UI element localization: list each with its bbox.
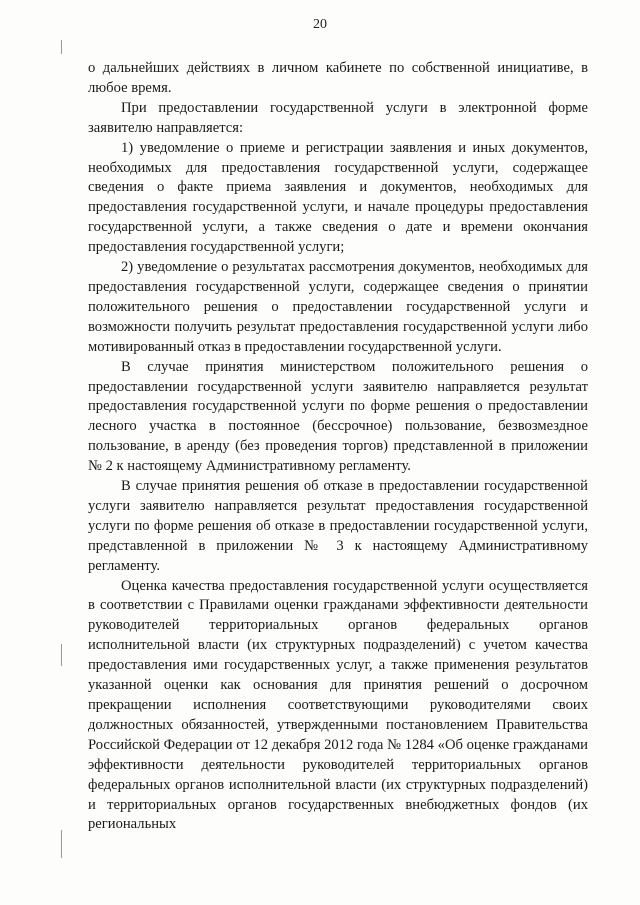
margin-scan-mark [61, 644, 62, 666]
paragraph-refusal-decision: В случае принятия решения об отказе в предоставлении государственной услуги заявителю направляется результат предоставления государственной услуги по форме решения об отказе в предоставлении государственной услуги, представленной в приложении № 3 к настоящему Административному регламенту. [88, 478, 588, 574]
margin-scan-mark [61, 830, 62, 858]
page-number: 20 [313, 17, 327, 32]
paragraph-quality-assessment: Оценка качества предоставления государственной услуги осуществляется в соответствии с Правилами оценки гражданами эффективности деятельности руководителей территориальных органов федеральных органов исполнительной власти (их структурных подразделений) с учетом качества предоставления ими государственных услуг, а также применения результатов указанной оценки как основания для принятия решений о досрочном прекращении исполнения соответствующими руководителями своих должностных обязанностей, утвержденными постановлением Правительства Российской Федерации от 12 декабря 2012 года № 1284 «Об оценке гражданами эффективности деятельности руководителей территориальных органов федеральных органов исполнительной власти (их структурных подразделений) и территориальных органов государственных внебюджетных фондов (их региональных [88, 577, 588, 833]
paragraph-notification-results: 2) уведомление о результатах рассмотрения документов, необходимых для предоставления государственной услуги, содержащее сведения о принятии положительного решения о предоставлении государственной услуги и возможности получить результат предоставления государственной услуги либо мотивированный отказ в предоставлении государственной услуги. [88, 259, 588, 355]
document-body [88, 59, 588, 835]
paragraph-continuation: о дальнейших действиях в личном кабинете по собственной инициативе, в любое время. [88, 60, 588, 96]
paragraph-positive-decision: В случае принятия министерством положительного решения о предоставлении государственной услуги заявителю направляется результат предоставления государственной услуги по форме решения о предоставлении лесного участка в постоянное (бессрочное) пользование, безвозмездное пользование, в аренду (без проведения торгов) представленной в приложении № 2 к настоящему Административному регламенту. [88, 358, 588, 475]
paragraph-notification-receipt: 1) уведомление о приеме и регистрации заявления и иных документов, необходимых для предоставления государственной услуги, содержащее сведения о факте приема заявления и документов, необходимых для предоставления государственной услуги, и начале процедуры предоставления государственной услуги, а также сведения о дате и времени окончания предоставления государственной услуги; [88, 139, 588, 256]
margin-scan-mark [61, 40, 62, 54]
paragraph-electronic-form: При предоставлении государственной услуги в электронной форме заявителю направляется: [88, 99, 588, 136]
